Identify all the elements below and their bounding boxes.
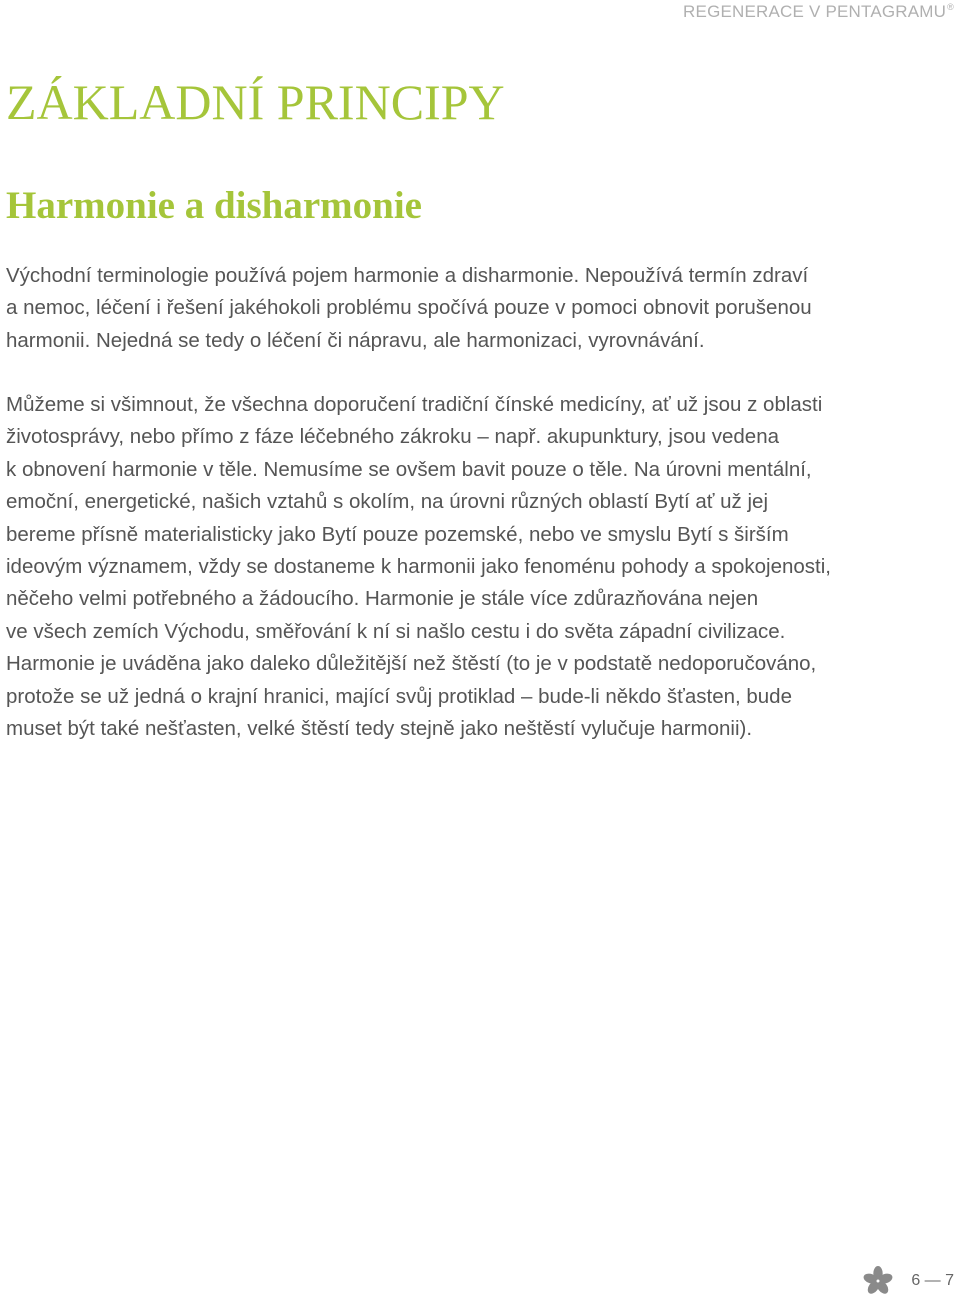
paragraph-line: Harmonie je uváděna jako daleko důležitější než štěstí (to je v podstatě nedoporučováno, bbox=[6, 652, 817, 676]
running-head bbox=[683, 2, 954, 22]
paragraph-line: emoční, energetické, našich vztahů s okolím, na úrovni různých oblastí Bytí ať už jej bbox=[6, 490, 769, 514]
paragraph-line: muset být také nešťasten, velké štěstí tedy stejně jako neštěstí vylučuje harmonii). bbox=[6, 717, 753, 741]
page-number: 6 — 7 bbox=[911, 1272, 954, 1289]
paragraph-1 bbox=[6, 260, 950, 357]
paragraph-line: protože se už jedná o krajní hranici, mající svůj protiklad – bude-li někdo šťasten, bude bbox=[6, 684, 792, 708]
paragraph-line: a nemoc, léčení i řešení jakéhokoli problému spočívá pouze v pomoci obnovit porušenou bbox=[6, 296, 812, 320]
paragraph-line: harmonii. Nejedná se tedy o léčení či nápravu, ale harmonizaci, vyrovnávání. bbox=[6, 328, 705, 352]
paragraph-line: ve všech zemích Východu, směřování k ní si našlo cestu i do světa západní civilizace. bbox=[6, 619, 786, 643]
paragraph-line: ideovým významem, vždy se dostaneme k harmonii jako fenoménu pohody a spokojenosti, bbox=[6, 555, 831, 579]
paragraph-2 bbox=[6, 389, 950, 745]
page-footer bbox=[863, 1265, 954, 1297]
paragraph-line: bereme přísně materialisticky jako Bytí pouze pozemské, nebo ve smyslu Bytí s širším bbox=[6, 522, 789, 546]
paragraph-line: něčeho velmi potřebného a žádoucího. Harmonie je stále více zdůrazňována nejen bbox=[6, 587, 759, 611]
flower-icon bbox=[863, 1266, 893, 1296]
paragraph-line: Východní terminologie používá pojem harmonie a disharmonie. Nepoužívá termín zdraví bbox=[6, 264, 809, 287]
paragraph-line: životosprávy, nebo přímo z fáze léčebného zákroku – např. akupunktury, jsou vedena bbox=[6, 425, 779, 449]
paragraph-line: Můžeme si všimnout, že všechna doporučení tradiční čínské medicíny, ať už jsou z oblasti bbox=[6, 393, 823, 416]
running-head-text: REGENERACE V PENTAGRAMU bbox=[683, 2, 947, 21]
paragraph-line: k obnovení harmonie v těle. Nemusíme se ovšem bavit pouze o těle. Na úrovni mentální, bbox=[6, 457, 812, 481]
registered-mark: ® bbox=[947, 2, 954, 13]
chapter-title: ZÁKLADNÍ PRINCIPY bbox=[6, 74, 505, 130]
section-title: Harmonie a disharmonie bbox=[6, 184, 422, 227]
